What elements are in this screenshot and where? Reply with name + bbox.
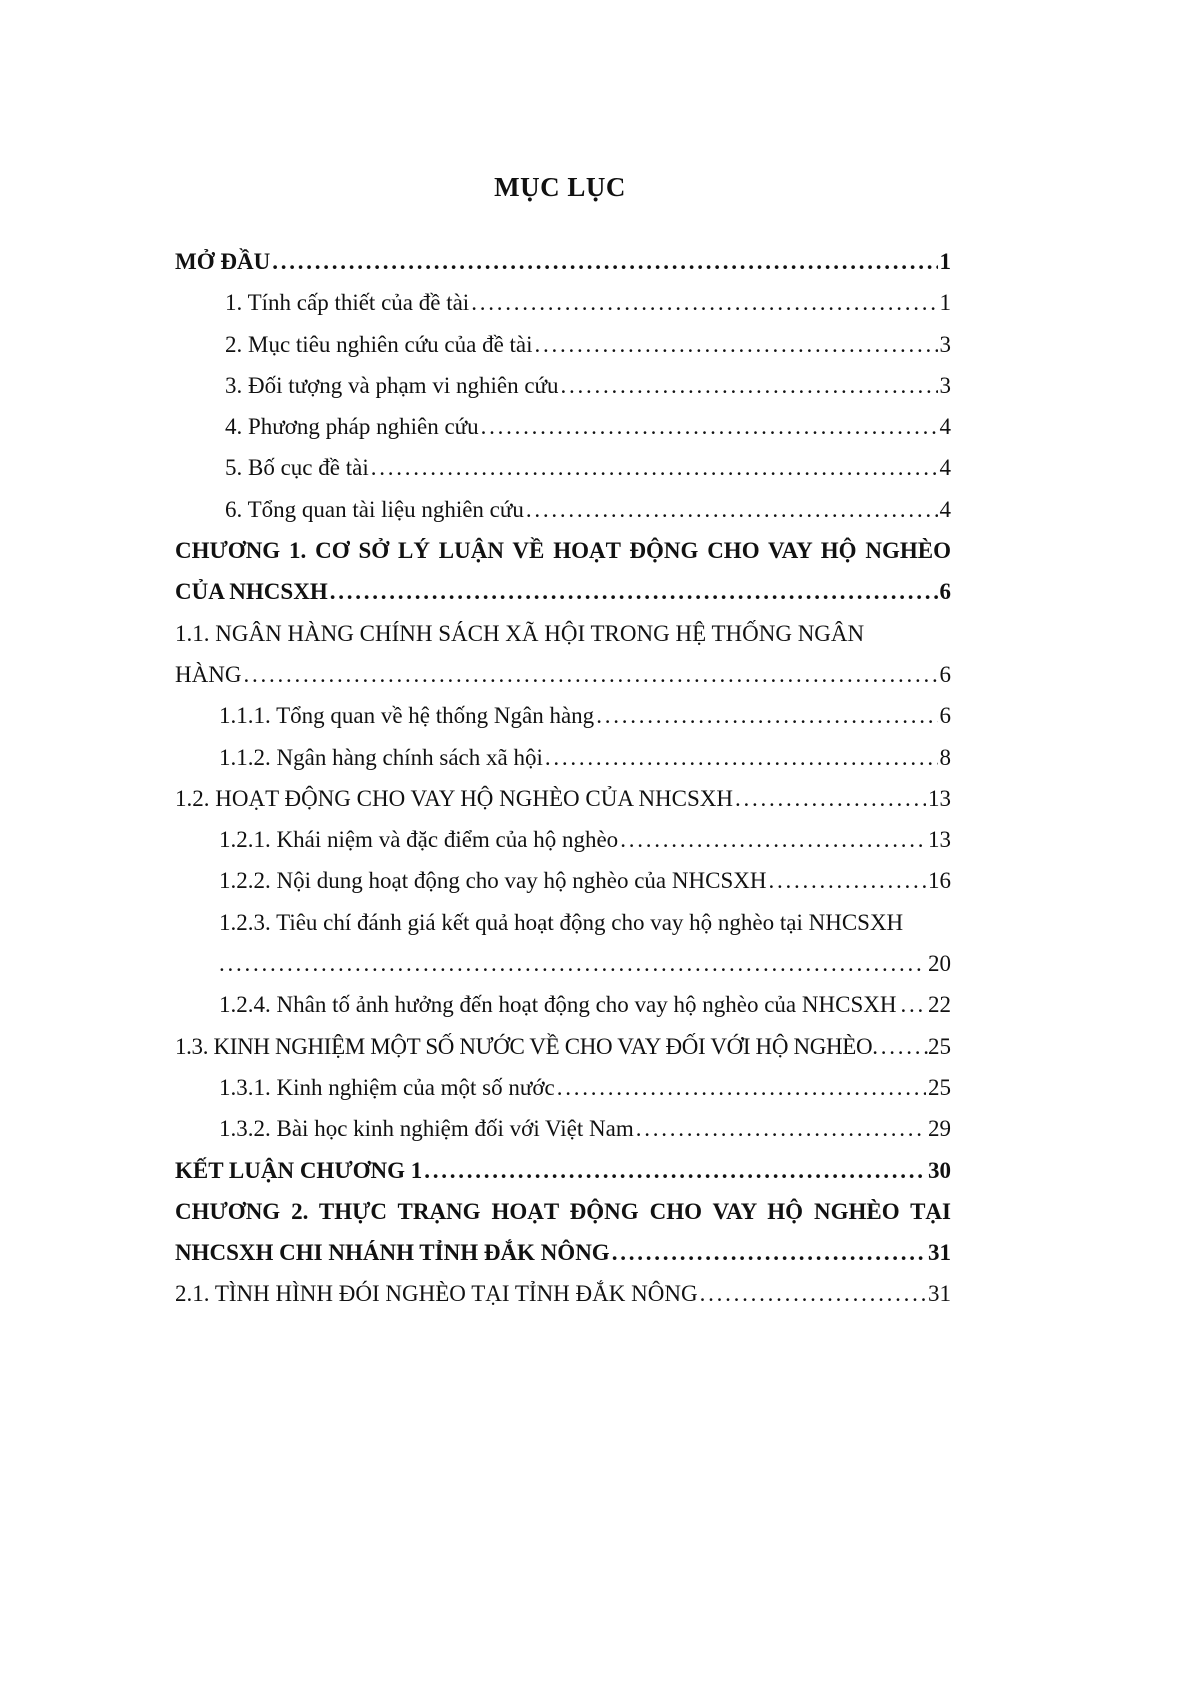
toc-entry-1-2-2[interactable] [175, 860, 951, 901]
dot-leader [219, 943, 926, 984]
dot-leader [272, 241, 937, 282]
dot-leader [424, 1150, 926, 1191]
toc-entry-text: 4. Phương pháp nghiên cứu [225, 414, 479, 440]
toc-entry-2-1[interactable] [175, 1273, 951, 1314]
toc-page-number: 6 [939, 661, 951, 687]
toc-entry-1-2[interactable] [175, 778, 951, 819]
dot-leader [636, 1108, 926, 1149]
dot-leader [330, 571, 938, 612]
dot-leader [557, 1067, 926, 1108]
dot-leader [735, 778, 926, 819]
toc-entry-text: KẾT LUẬN CHƯƠNG 1 [175, 1157, 423, 1183]
dot-leader [872, 1026, 928, 1067]
dot-leader [481, 406, 938, 447]
toc-entry-text: 1.1.1. Tổng quan về hệ thống Ngân hàng [219, 703, 595, 729]
toc-entry-chuong-2[interactable] [175, 1191, 951, 1274]
toc-entry-text: 6. Tổng quan tài liệu nghiên cứu [225, 496, 524, 522]
toc-entry-1-2-4[interactable] [175, 984, 951, 1025]
dot-leader [471, 282, 937, 323]
toc-entry-text: 5. Bố cục đề tài [225, 455, 369, 481]
toc-page-number: 31 [928, 1281, 951, 1307]
toc-entry-1-1-1[interactable] [175, 695, 951, 736]
toc-entry-text: 1.3.2. Bài học kinh nghiệm đối với Việt Nam [219, 1116, 634, 1142]
dot-leader [768, 860, 926, 901]
toc-entry-1-2-3[interactable] [175, 902, 951, 985]
toc-entry-1-3[interactable] [175, 1026, 951, 1067]
page-title: MỤC LỤC [494, 172, 626, 202]
toc-page-number: 20 [928, 951, 951, 977]
toc-page-number: 6 [939, 579, 951, 605]
dot-leader [561, 365, 938, 406]
toc-page-number: 13 [928, 827, 951, 853]
dot-leader [535, 324, 938, 365]
toc-page-number: 1 [939, 290, 951, 316]
toc-page-number: 16 [928, 868, 951, 894]
toc-entry-1-2-1[interactable] [175, 819, 951, 860]
toc-entry-ket-luan-chuong-1[interactable] [175, 1150, 951, 1191]
toc-page-number: 3 [939, 372, 951, 398]
toc-entry-text: 2.1. TÌNH HÌNH ĐÓI NGHÈO TẠI TỈNH ĐẮK NÔNG [175, 1281, 698, 1307]
toc-entry-tong-quan-tai-lieu[interactable] [175, 489, 951, 530]
toc-entry-1-1-2[interactable] [175, 737, 951, 778]
toc-entry-tinh-cap-thiet[interactable] [175, 282, 951, 323]
toc-entry-mo-dau[interactable] [175, 241, 951, 282]
toc-entry-bo-cuc[interactable] [175, 447, 951, 488]
toc-entry-text-line2: CỦA NHCSXH [175, 579, 328, 605]
dot-leader [526, 489, 938, 530]
toc-page-number: 4 [939, 496, 951, 522]
toc-page-number: 30 [928, 1157, 951, 1183]
toc-entry-text: 1.1.2. Ngân hàng chính sách xã hội [219, 744, 543, 770]
dot-leader [612, 1232, 926, 1273]
dot-leader [545, 737, 938, 778]
toc-page-number: 4 [939, 414, 951, 440]
toc-entry-text-line1: 1.2.3. Tiêu chí đánh giá kết quả hoạt động cho vay hộ nghèo tại NHCSXH [219, 909, 904, 935]
dot-leader [900, 984, 924, 1025]
table-of-contents [175, 241, 951, 1315]
toc-page-number: 22 [928, 992, 951, 1018]
toc-entry-text-line2: NHCSXH CHI NHÁNH TỈNH ĐẮK NÔNG [175, 1240, 610, 1266]
toc-page-number: 4 [939, 455, 951, 481]
toc-page-number: 31 [928, 1240, 951, 1266]
toc-entry-text: 3. Đối tượng và phạm vi nghiên cứu [225, 372, 559, 398]
toc-entry-1-3-1[interactable] [175, 1067, 951, 1108]
toc-entry-text: 1.3. KINH NGHIỆM MỘT SỐ NƯỚC VỀ CHO VAY ĐỐI VỚI HỘ NGHÈO [175, 1033, 873, 1059]
toc-page-number: 3 [939, 331, 951, 357]
toc-entry-text: MỞ ĐẦU [175, 249, 271, 274]
toc-entry-text: 2. Mục tiêu nghiên cứu của đề tài [225, 331, 533, 357]
toc-entry-text: 1.2.4. Nhân tố ảnh hưởng đến hoạt động cho vay hộ nghèo của NHCSXH [219, 992, 897, 1018]
toc-entry-1-1[interactable] [175, 613, 951, 696]
toc-entry-doi-tuong[interactable] [175, 365, 951, 406]
toc-entry-text: 1.3.1. Kinh nghiệm của một số nước [219, 1074, 555, 1100]
toc-page-number: 6 [939, 703, 951, 729]
toc-entry-text-line1: CHƯƠNG 1. CƠ SỞ LÝ LUẬN VỀ HOẠT ĐỘNG CHO VAY HỘ NGHÈO [175, 538, 951, 564]
dot-leader [243, 654, 937, 695]
dot-leader [620, 819, 926, 860]
toc-page-number: 25 [928, 1074, 951, 1100]
toc-entry-text: 1.2.1. Khái niệm và đặc điểm của hộ nghèo [219, 827, 619, 853]
toc-entry-muc-tieu[interactable] [175, 324, 951, 365]
toc-entry-text: 1. Tính cấp thiết của đề tài [225, 290, 470, 316]
toc-entry-text: 1.2. HOẠT ĐỘNG CHO VAY HỘ NGHÈO CỦA NHCSXH [175, 785, 734, 811]
toc-entry-text-line1: CHƯƠNG 2. THỰC TRẠNG HOẠT ĐỘNG CHO VAY HỘ NGHÈO TẠI [175, 1198, 951, 1224]
toc-entry-1-3-2[interactable] [175, 1108, 951, 1149]
dot-leader [596, 695, 937, 736]
dot-leader [700, 1273, 926, 1314]
toc-page-number: 25 [928, 1033, 951, 1059]
dot-leader [371, 447, 938, 488]
toc-page-number: 1 [939, 249, 951, 274]
toc-entry-chuong-1[interactable] [175, 530, 951, 613]
toc-entry-text-line2: HÀNG [175, 661, 242, 687]
toc-page-number: 29 [928, 1116, 951, 1142]
toc-entry-text: 1.2.2. Nội dung hoạt động cho vay hộ nghèo của NHCSXH [219, 868, 767, 894]
toc-entry-phuong-phap[interactable] [175, 406, 951, 447]
toc-page-number: 8 [939, 744, 951, 770]
toc-page-number: 13 [928, 785, 951, 811]
toc-entry-text-line1: 1.1. NGÂN HÀNG CHÍNH SÁCH XÃ HỘI TRONG HỆ THỐNG NGÂN [175, 620, 865, 646]
